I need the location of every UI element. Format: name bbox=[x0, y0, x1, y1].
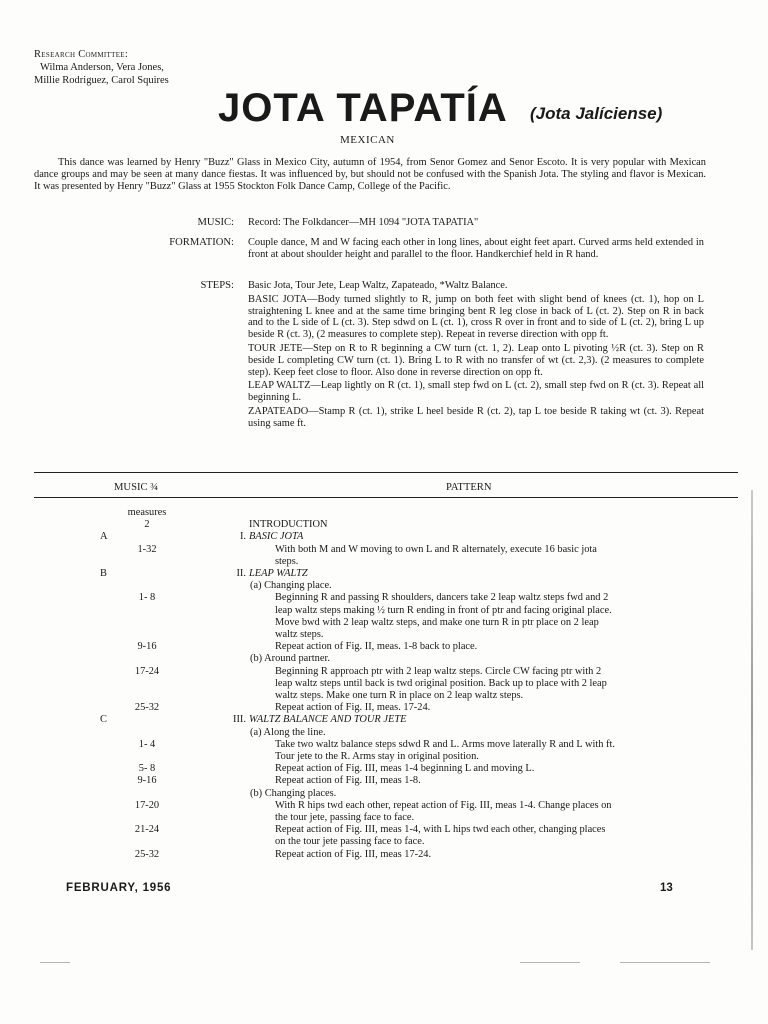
table-header-rule bbox=[34, 497, 738, 498]
measures-cell: 1- 8 bbox=[138, 592, 156, 604]
table-row bbox=[0, 800, 768, 812]
table-row bbox=[0, 617, 768, 629]
measures-cell: 1-32 bbox=[137, 543, 157, 555]
section-letter: A bbox=[100, 531, 108, 543]
pattern-column-header: PATTERN bbox=[446, 482, 492, 493]
research-committee bbox=[34, 48, 169, 87]
committee-line: Wilma Anderson, Vera Jones, bbox=[40, 62, 164, 73]
table-row bbox=[0, 788, 768, 800]
table-top-rule bbox=[34, 472, 738, 473]
table-row bbox=[0, 641, 768, 653]
table-row bbox=[0, 568, 768, 580]
table-row bbox=[0, 519, 768, 531]
table-row bbox=[0, 531, 768, 543]
pattern-text: steps. bbox=[275, 555, 299, 567]
pattern-text: leap waltz steps until back is twd original position. Back up to place with 2 leap bbox=[275, 677, 607, 689]
steps-list bbox=[248, 280, 704, 432]
measures-cell: 21-24 bbox=[134, 824, 160, 836]
steps-summary: Basic Jota, Tour Jete, Leap Waltz, Zapateado, *Waltz Balance. bbox=[248, 280, 508, 291]
step-tour-jete: TOUR JETE—Step on R to R beginning a CW turn (ct. 1, 2). Leap onto L pivoting ½R (ct. 3). Step on R beside L completing CW turn (ct. 1). Bring L to R with no transfer of wt (ct. 2,3). (2 measures to complete step). Keep feet close to floor. Also done in reverse direction on opp ft. bbox=[248, 342, 704, 378]
table-row bbox=[0, 605, 768, 617]
pattern-text: (a) Along the line. bbox=[250, 726, 326, 738]
steps-label: STEPS: bbox=[200, 280, 234, 291]
formation-label: FORMATION: bbox=[169, 237, 234, 248]
pattern-text: waltz steps. Make one turn R in place on 2 leap waltz steps. bbox=[275, 690, 524, 701]
pattern-text: Repeat action of Fig. III, meas 1-8. bbox=[275, 775, 421, 787]
step-zapateado: ZAPATEADO—Stamp R (ct. 1), strike L heel beside R (ct. 2), tap L toe beside R taking wt (ct. 3). Repeat using same ft. bbox=[248, 405, 704, 429]
pattern-text: With R hips twd each other, repeat action of Fig. III, meas 1-4. Change places on bbox=[275, 799, 612, 811]
measures-cell: 25-32 bbox=[134, 848, 160, 860]
table-row bbox=[0, 678, 768, 690]
page-number: 13 bbox=[660, 882, 673, 894]
table-row bbox=[0, 763, 768, 775]
scan-speck bbox=[520, 962, 580, 963]
pattern-text: Move bwd with 2 leap waltz steps, and make one turn R in ptr place on 2 leap bbox=[275, 616, 599, 628]
music-column-header: MUSIC ¾ bbox=[114, 482, 159, 493]
pattern-text: (b) Changing places. bbox=[250, 787, 337, 799]
pattern-text: leap waltz steps making ½ turn R ending in front of ptr and facing original place. bbox=[275, 604, 612, 616]
pattern-text: Repeat action of Fig. III, meas 1-4, with L hips twd each other, changing places bbox=[275, 824, 606, 836]
pattern-text: BASIC JOTA bbox=[249, 531, 304, 543]
music-label: MUSIC: bbox=[197, 217, 234, 228]
committee-heading: Research Committee: bbox=[34, 49, 129, 60]
committee-line: Millie Rodriguez, Carol Squires bbox=[34, 75, 169, 86]
table-row bbox=[0, 580, 768, 592]
pattern-text: Take two waltz balance steps sdwd R and L. Arms move laterally R and L with ft. bbox=[275, 738, 615, 750]
pattern-text: Repeat action of Fig. III, meas 17-24. bbox=[275, 848, 432, 860]
dance-country: MEXICAN bbox=[340, 134, 395, 146]
measures-cell: measures bbox=[127, 507, 167, 518]
page-edge-shadow bbox=[751, 490, 753, 950]
table-row bbox=[0, 775, 768, 787]
pattern-text: Beginning R approach ptr with 2 leap waltz steps. Circle CW facing ptr with 2 bbox=[275, 665, 602, 677]
figure-number: III. bbox=[233, 714, 246, 726]
table-row bbox=[0, 666, 768, 678]
table-row bbox=[0, 739, 768, 751]
measures-cell: 1- 4 bbox=[138, 738, 156, 750]
section-letter: C bbox=[100, 714, 107, 726]
table-row bbox=[0, 849, 768, 861]
measures-cell: 2 bbox=[144, 519, 150, 531]
table-row bbox=[0, 556, 768, 568]
formation-value: Couple dance, M and W facing each other in long lines, about eight feet apart. Curved arms held extended in front at about shoulder height and parallel to the floor. Handkerchief held in R hand. bbox=[248, 237, 704, 260]
music-value: Record: The Folkdancer—MH 1094 "JOTA TAPATIA" bbox=[248, 217, 479, 228]
dance-subtitle: (Jota Jalíciense) bbox=[530, 104, 663, 123]
table-row bbox=[0, 751, 768, 763]
figure-number: II. bbox=[236, 568, 246, 579]
committee-names bbox=[34, 61, 169, 87]
intro-paragraph: This dance was learned by Henry "Buzz" Glass in Mexico City, autumn of 1954, from Senor Gomez and Senor Escoto. It is very popular with Mexican dance groups and may be seen at many dance fiestas. It was influenced by, but should not be confused with the Spanish Jota. The styling and flavor is Mexican. It was presented by Henry "Buzz" Glass at 1955 Stockton Folk Dance Camp, College of the Pacific. bbox=[34, 157, 706, 192]
measures-cell: 5- 8 bbox=[138, 763, 156, 775]
pattern-text: With both M and W moving to own L and R alternately, execute 16 basic jota bbox=[275, 543, 597, 555]
measures-cell: 9-16 bbox=[137, 775, 157, 787]
table-row bbox=[0, 629, 768, 641]
dance-title: JOTA TAPATÍA bbox=[218, 86, 508, 130]
measures-cell: 17-24 bbox=[134, 665, 160, 677]
table-row bbox=[0, 592, 768, 604]
scan-speck bbox=[620, 962, 710, 963]
pattern-text: on the tour jete passing face to face. bbox=[275, 836, 425, 848]
footer-date: FEBRUARY, 1956 bbox=[66, 882, 172, 894]
measures-cell: 17-20 bbox=[134, 799, 160, 811]
table-row bbox=[0, 507, 768, 519]
section-letter: B bbox=[100, 568, 107, 579]
step-leap-waltz: LEAP WALTZ—Leap lightly on R (ct. 1), small step fwd on L (ct. 2), small step fwd on R (ct. 3). Repeat all beginning L. bbox=[248, 380, 704, 404]
table-row bbox=[0, 836, 768, 848]
pattern-text: (b) Around partner. bbox=[250, 653, 330, 665]
table-row bbox=[0, 690, 768, 702]
pattern-text: INTRODUCTION bbox=[249, 519, 328, 531]
pattern-text: WALTZ BALANCE AND TOUR JETE bbox=[249, 714, 407, 726]
table-row bbox=[0, 653, 768, 665]
figure-number: I. bbox=[239, 531, 246, 543]
table-row bbox=[0, 812, 768, 824]
scan-speck bbox=[40, 962, 70, 963]
pattern-text: LEAP WALTZ bbox=[249, 568, 308, 579]
pattern-text: Repeat action of Fig. III, meas 1-4 beginning L and moving L. bbox=[275, 763, 535, 775]
pattern-text: Repeat action of Fig. II, meas. 1-8 back to place. bbox=[275, 641, 478, 653]
pattern-text: Repeat action of Fig. II, meas. 17-24. bbox=[275, 702, 431, 714]
table-row bbox=[0, 702, 768, 714]
table-row bbox=[0, 714, 768, 726]
pattern-text: the tour jete, passing face to face. bbox=[275, 812, 415, 823]
measures-cell: 9-16 bbox=[137, 641, 157, 653]
table-row bbox=[0, 824, 768, 836]
measures-cell: 25-32 bbox=[134, 702, 160, 714]
pattern-text: (a) Changing place. bbox=[250, 580, 332, 592]
table-row bbox=[0, 727, 768, 739]
step-basic-jota: BASIC JOTA—Body turned slightly to R, jump on both feet with slight bend of knees (ct. 1), hop on L straightening L knee and at the same time bringing bent R leg close in back of L (ct. 2). Step on R in back and to the L side of L (ct. 3). Step sdwd on L (ct. 1), cross R over in front and to side of L (ct. 2), bring L up beside R (ct. 3), (2 measures to complete step). Repeat in reverse direction with opp ft. bbox=[248, 293, 704, 341]
pattern-text: waltz steps. bbox=[275, 629, 324, 640]
pattern-text: Tour jete to the R. Arms stay in original position. bbox=[275, 751, 479, 762]
table-row bbox=[0, 544, 768, 556]
pattern-text: Beginning R and passing R shoulders, dancers take 2 leap waltz steps fwd and 2 bbox=[275, 592, 609, 604]
